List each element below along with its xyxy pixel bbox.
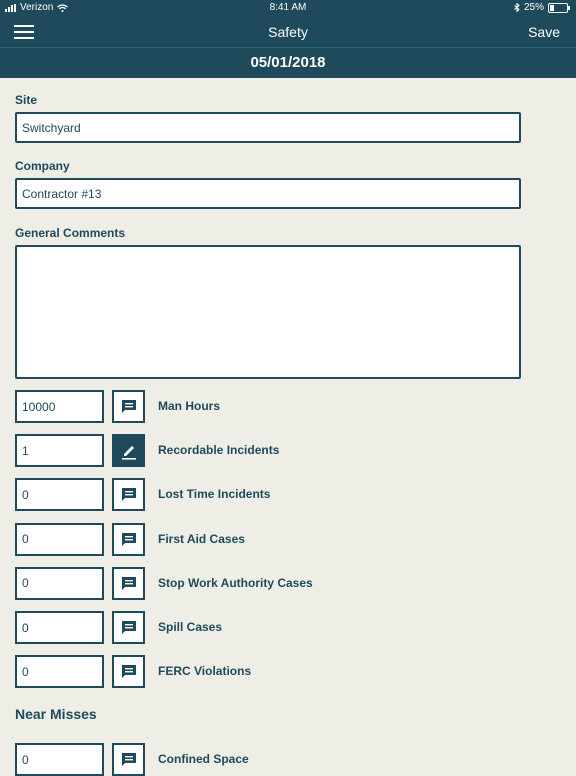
comment-icon bbox=[121, 576, 137, 591]
comment-button[interactable] bbox=[112, 478, 145, 511]
metric-label: Stop Work Authority Cases bbox=[158, 575, 313, 590]
site-input[interactable]: Switchyard bbox=[15, 112, 521, 143]
metric-value-input[interactable]: 0 bbox=[15, 743, 104, 776]
comment-icon bbox=[121, 620, 137, 635]
comment-button[interactable] bbox=[112, 743, 145, 776]
metric-value-input[interactable]: 0 bbox=[15, 478, 104, 511]
site-label: Site bbox=[15, 93, 38, 107]
metric-label: First Aid Cases bbox=[158, 531, 245, 546]
page-title: Safety bbox=[268, 24, 308, 40]
bluetooth-icon bbox=[514, 3, 520, 12]
metric-row bbox=[15, 434, 535, 467]
comment-button[interactable] bbox=[112, 567, 145, 600]
header bbox=[0, 0, 576, 78]
company-label: Company bbox=[15, 159, 70, 173]
metric-row bbox=[15, 478, 535, 511]
comment-button[interactable] bbox=[112, 611, 145, 644]
metric-label: Recordable Incidents bbox=[158, 443, 280, 458]
company-input[interactable]: Contractor #13 bbox=[15, 178, 521, 209]
comment-icon bbox=[121, 752, 137, 767]
general-comments-label: General Comments bbox=[15, 226, 126, 240]
battery-icon bbox=[548, 3, 568, 13]
status-bar bbox=[0, 0, 576, 16]
metric-row bbox=[15, 655, 535, 688]
battery-percent: 25% bbox=[523, 2, 544, 13]
carrier-label: Verizon bbox=[20, 2, 54, 13]
comment-icon bbox=[121, 399, 137, 414]
edit-comment-button[interactable] bbox=[112, 434, 145, 467]
save-button[interactable]: Save bbox=[528, 24, 560, 40]
comment-button[interactable] bbox=[112, 655, 145, 688]
metric-label: Man Hours bbox=[158, 399, 221, 413]
metric-value-input[interactable]: 10000 bbox=[15, 390, 104, 423]
comment-button[interactable] bbox=[112, 390, 145, 423]
general-comments-textarea[interactable] bbox=[15, 245, 521, 379]
metric-value-input[interactable]: 0 bbox=[15, 567, 104, 600]
metric-label: Spill Cases bbox=[158, 620, 223, 634]
metric-row bbox=[15, 567, 535, 600]
metric-row bbox=[15, 390, 535, 423]
metric-row bbox=[15, 743, 535, 776]
near-misses-heading: Near Misses bbox=[15, 706, 97, 722]
header-divider bbox=[0, 47, 576, 48]
metric-value-input[interactable]: 0 bbox=[15, 611, 104, 644]
metric-row bbox=[15, 523, 535, 556]
comment-icon bbox=[121, 664, 137, 679]
comment-icon bbox=[121, 487, 137, 502]
metric-row bbox=[15, 611, 535, 644]
status-time: 8:41 AM bbox=[269, 2, 307, 13]
metric-label: FERC Violations bbox=[158, 664, 252, 679]
metric-label: Confined Space bbox=[158, 752, 249, 766]
edit-icon bbox=[120, 442, 138, 460]
comment-icon bbox=[121, 532, 137, 547]
metric-value-input[interactable]: 0 bbox=[15, 655, 104, 688]
comment-button[interactable] bbox=[112, 523, 145, 556]
metric-label: Lost Time Incidents bbox=[158, 487, 271, 502]
report-date[interactable]: 05/01/2018 bbox=[250, 54, 326, 71]
metric-value-input[interactable]: 1 bbox=[15, 434, 104, 467]
metric-value-input[interactable]: 0 bbox=[15, 523, 104, 556]
